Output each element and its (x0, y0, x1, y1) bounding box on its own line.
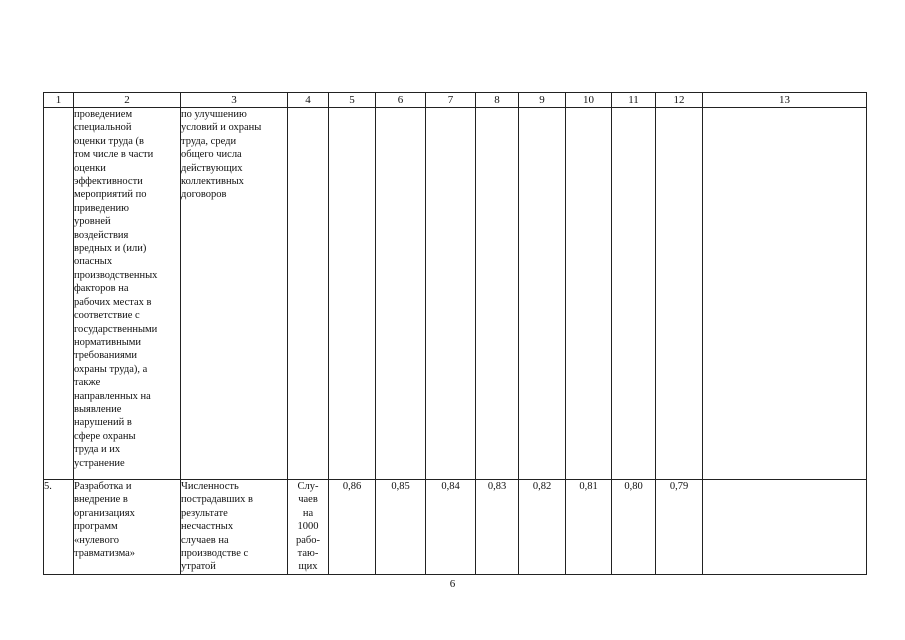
row1-col3-line: условий и охраны (181, 122, 262, 134)
row1-col2-line: направленных на (74, 390, 151, 402)
header-cell-2: 2 (74, 93, 181, 108)
row2-col2-line: организациях (74, 507, 135, 519)
header-cell-3: 3 (181, 93, 288, 108)
row1-col2-line: опасных (74, 256, 113, 268)
row1-col2-line: проведением (74, 109, 133, 120)
row2-value-6: 0,85 (376, 480, 426, 575)
row1-col2-line: уровней (74, 216, 111, 228)
row1-col10 (566, 108, 612, 480)
row1-col2-line: также (74, 377, 101, 389)
header-cell-1: 1 (44, 93, 74, 108)
row1-col3-line: действующих (181, 162, 243, 174)
row2-col3-line: производстве с (181, 548, 249, 560)
row2-number: 5. (44, 480, 74, 575)
row2-value-12: 0,79 (656, 480, 703, 575)
row1-col2-line: приведению (74, 202, 129, 214)
row2-value-10: 0,81 (566, 480, 612, 575)
header-row (44, 93, 867, 108)
row2-value-5: 0,86 (329, 480, 376, 575)
row2-col4-line: рабо- (296, 534, 320, 546)
row1-col2-line: нарушений в (74, 417, 132, 429)
header-cell-10: 10 (566, 93, 612, 108)
row2-col4-line: на (302, 507, 314, 519)
row1-col9 (519, 108, 566, 480)
row1-col2-description (74, 108, 181, 480)
table-row (44, 108, 867, 480)
row2-value-9: 0,82 (519, 480, 566, 575)
row2-col4-unit (288, 480, 329, 575)
row1-col7 (426, 108, 476, 480)
header-cell-6: 6 (376, 93, 426, 108)
row1-col2-line: требованиями (74, 350, 138, 362)
row2-col2-line: внедрение в (74, 494, 128, 506)
row2-col3-line: пострадавших в (181, 494, 253, 506)
row2-col4-line: таю- (297, 548, 319, 560)
row1-col3-line: общего числа (181, 149, 242, 161)
row1-col2-line: сфере охраны (74, 430, 136, 442)
row1-col3-line: по улучшению (181, 109, 247, 120)
row1-col2-line: эффективности (74, 176, 143, 188)
row2-col2-line: Разработка и (74, 481, 132, 492)
row2-col3-line: Численность (181, 481, 239, 492)
row1-col2-line: оценки (74, 162, 106, 174)
row1-col2-line: том числе в части (74, 149, 154, 161)
row2-col3-line: результате (181, 507, 228, 519)
row1-col2-line: выявление (74, 403, 122, 415)
row1-col2-line: устранение (74, 457, 125, 469)
row1-col3-line: труда, среди (181, 135, 237, 147)
row2-col2-line: «нулевого (74, 534, 119, 546)
row2-col2-line: программ (74, 521, 118, 533)
row2-col3-line: случаев на (181, 534, 229, 546)
row2-col13 (703, 480, 867, 575)
page-number: 6 (449, 578, 456, 590)
row1-col2-line: государственными (74, 323, 158, 335)
row2-col3-line: несчастных (181, 521, 234, 533)
row1-col2-line: специальной (74, 122, 132, 134)
row2-col4-line: Слу- (297, 481, 319, 492)
row1-col2-line: факторов на (74, 283, 129, 295)
row2-col4-line: чаев (298, 494, 318, 506)
row1-col2-line: труда и их (74, 444, 121, 456)
row2-col3-indicator (181, 480, 288, 575)
row1-col3-line: коллективных (181, 176, 244, 188)
row1-col3-line: договоров (181, 189, 227, 201)
row1-col5 (329, 108, 376, 480)
row1-col6 (376, 108, 426, 480)
row2-col2-description (74, 480, 181, 575)
header-cell-8: 8 (476, 93, 519, 108)
row1-col2-line: оценки труда (в (74, 135, 144, 147)
row2-value-8: 0,83 (476, 480, 519, 575)
row1-col4 (288, 108, 329, 480)
header-cell-7: 7 (426, 93, 476, 108)
row1-col2-line: нормативными (74, 336, 142, 348)
row1-col13 (703, 108, 867, 480)
row2-col3-line: утратой (181, 561, 216, 573)
table-row (44, 480, 867, 575)
row1-col3-indicator (181, 108, 288, 480)
row1-col2-line: вредных и (или) (74, 243, 147, 255)
row1-col11 (612, 108, 656, 480)
header-cell-11: 11 (612, 93, 656, 108)
row1-col2-line: воздействия (74, 229, 129, 241)
row2-col2-line: травматизма» (74, 548, 136, 560)
row2-value-11: 0,80 (612, 480, 656, 575)
header-cell-4: 4 (288, 93, 329, 108)
row1-col1 (44, 108, 74, 480)
row1-col2-line: соответствие с (74, 310, 140, 322)
row1-col2-line: мероприятий по (74, 189, 147, 201)
row2-col4-line: щих (298, 561, 318, 573)
row1-col2-line: производственных (74, 269, 158, 281)
indicator-table (43, 92, 867, 575)
header-cell-9: 9 (519, 93, 566, 108)
row1-col2-line: охраны труда), а (74, 363, 148, 375)
row2-value-7: 0,84 (426, 480, 476, 575)
header-cell-12: 12 (656, 93, 703, 108)
row1-col8 (476, 108, 519, 480)
header-cell-13: 13 (703, 93, 867, 108)
row1-col12 (656, 108, 703, 480)
row1-col2-line: рабочих местах в (74, 296, 152, 308)
row2-col4-line: 1000 (297, 521, 319, 533)
header-cell-5: 5 (329, 93, 376, 108)
